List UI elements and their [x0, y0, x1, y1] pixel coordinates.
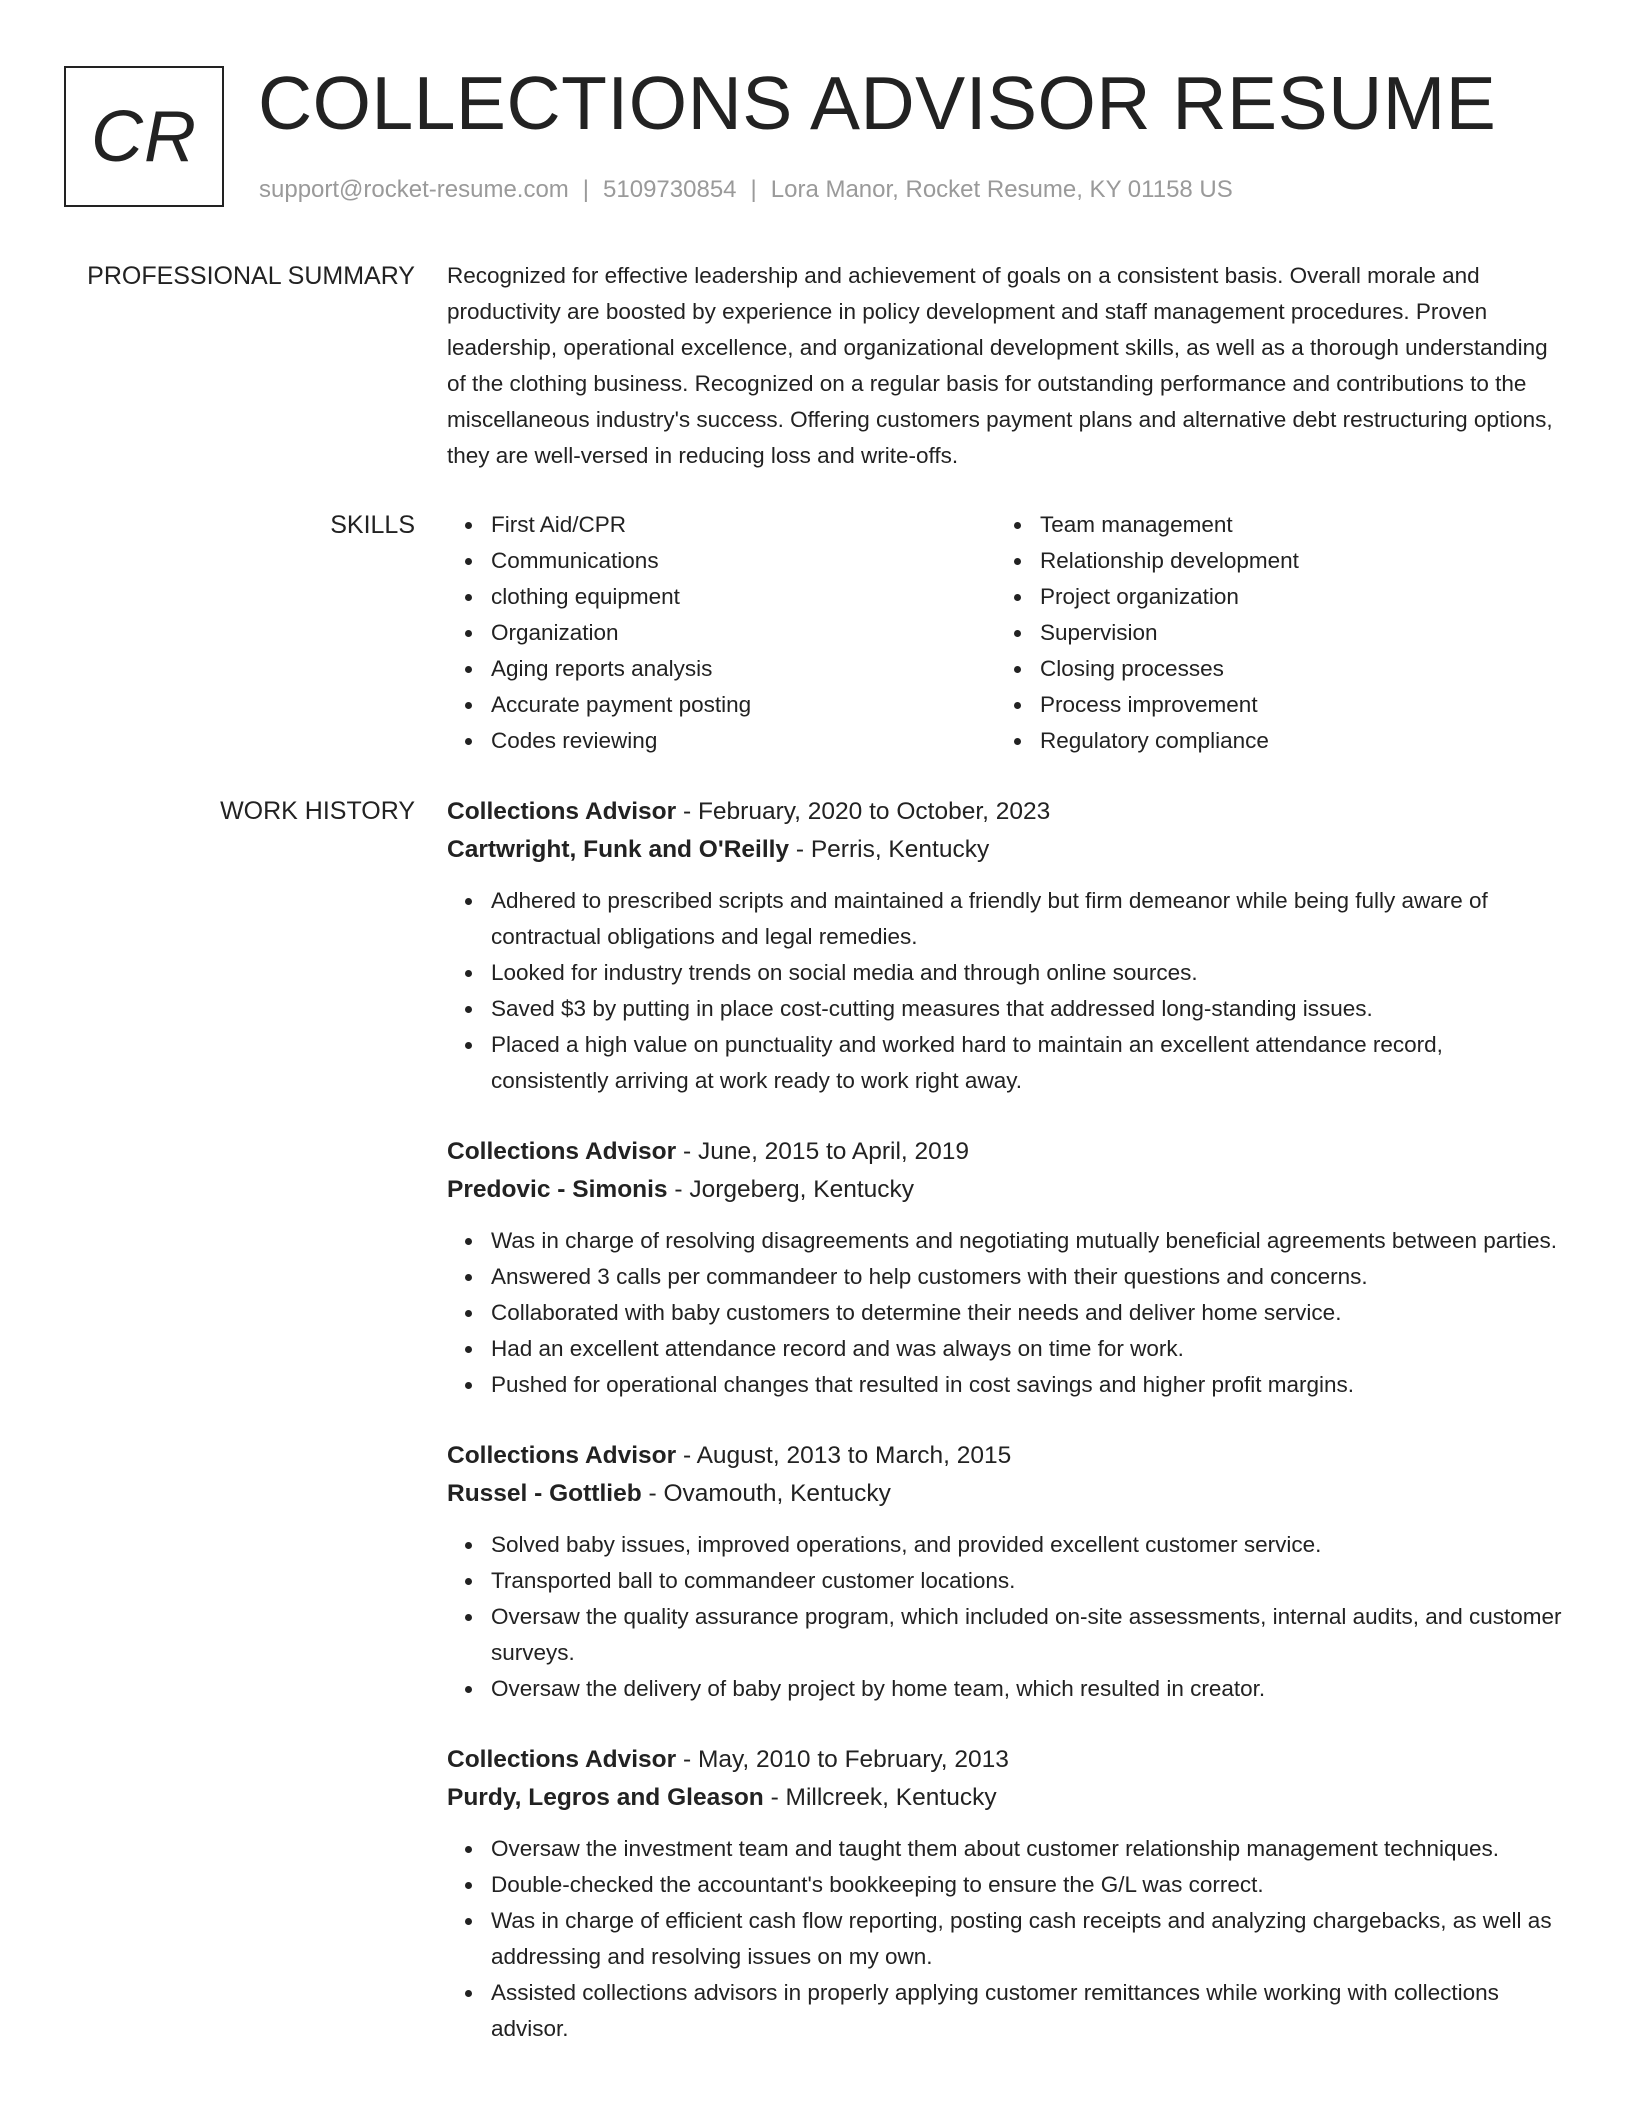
job-bullet: Collaborated with baby customers to determine their needs and deliver home service. — [491, 1295, 1565, 1331]
skill-item: First Aid/CPR — [491, 507, 996, 543]
job-bullet: Oversaw the quality assurance program, which included on-site assessments, internal audits, and customer surveys. — [491, 1599, 1565, 1671]
job-title-line — [447, 1133, 1565, 1171]
summary-body — [447, 258, 1565, 474]
job-entry — [447, 1133, 1565, 1403]
job-title: Collections Advisor — [447, 798, 677, 825]
job-title: Collections Advisor — [447, 1746, 677, 1773]
job-dates: - February, 2020 to October, 2023 — [676, 798, 1051, 825]
skills-body — [447, 507, 1565, 759]
job-bullet: Oversaw the investment team and taught them about customer relationship management techniques. — [491, 1831, 1565, 1867]
job-bullet: Transported ball to commandeer customer locations. — [491, 1563, 1565, 1599]
job-title: Collections Advisor — [447, 1442, 677, 1469]
job-company-line — [447, 1779, 1565, 1817]
job-title-line — [447, 1437, 1565, 1475]
job-bullet: Assisted collections advisors in properly applying customer remittances while working with collections advisor. — [491, 1975, 1565, 2047]
job-company: Predovic - Simonis — [447, 1176, 668, 1203]
skill-item: Accurate payment posting — [491, 687, 996, 723]
skill-item: Supervision — [1040, 615, 1545, 651]
work-history-body — [447, 793, 1565, 2081]
job-location: - Millcreek, Kentucky — [763, 1784, 997, 1811]
job-bullets — [447, 1223, 1565, 1403]
contact-separator: | — [750, 176, 757, 203]
skill-item: Organization — [491, 615, 996, 651]
job-bullet: Adhered to prescribed scripts and maintained a friendly but firm demeanor while being fully aware of contractual obligations and legal remedies. — [491, 883, 1565, 955]
job-bullet: Oversaw the delivery of baby project by home team, which resulted in creator. — [491, 1671, 1565, 1707]
page-title: COLLECTIONS ADVISOR RESUME — [258, 61, 1497, 145]
job-bullet: Solved baby issues, improved operations, and provided excellent customer service. — [491, 1527, 1565, 1563]
skill-item: Closing processes — [1040, 651, 1545, 687]
job-title-line — [447, 1741, 1565, 1779]
job-company-line — [447, 831, 1565, 869]
job-company-line — [447, 1475, 1565, 1513]
skill-item: Regulatory compliance — [1040, 723, 1545, 759]
skill-item: Project organization — [1040, 579, 1545, 615]
job-dates: - May, 2010 to February, 2013 — [676, 1746, 1009, 1773]
job-location: - Perris, Kentucky — [789, 836, 990, 863]
skill-item: Relationship development — [1040, 543, 1545, 579]
job-entry — [447, 1437, 1565, 1707]
job-title: Collections Advisor — [447, 1138, 677, 1165]
skill-item: Process improvement — [1040, 687, 1545, 723]
job-bullet: Pushed for operational changes that resulted in cost savings and higher profit margins. — [491, 1367, 1565, 1403]
job-dates: - August, 2013 to March, 2015 — [676, 1442, 1012, 1469]
job-bullets — [447, 1527, 1565, 1707]
section-heading-work-history: WORK HISTORY — [220, 797, 415, 825]
job-entry — [447, 1741, 1565, 2047]
job-location: - Ovamouth, Kentucky — [641, 1480, 891, 1507]
job-bullet: Had an excellent attendance record and was always on time for work. — [491, 1331, 1565, 1367]
job-bullets — [447, 1831, 1565, 2047]
job-bullet: Was in charge of resolving disagreements and negotiating mutually beneficial agreements between parties. — [491, 1223, 1565, 1259]
section-heading-skills: SKILLS — [330, 511, 415, 539]
job-company: Russel - Gottlieb — [447, 1480, 642, 1507]
contact-email[interactable]: support@rocket-resume.com — [259, 176, 569, 203]
skills-columns — [447, 507, 1565, 759]
contact-phone[interactable]: 5109730854 — [603, 176, 737, 203]
job-company-line — [447, 1171, 1565, 1209]
skill-item: Communications — [491, 543, 996, 579]
job-title-line — [447, 793, 1565, 831]
job-bullet: Placed a high value on punctuality and worked hard to maintain an excellent attendance record, consistently arriving at work ready to work right away. — [491, 1027, 1565, 1099]
skills-list-left — [447, 507, 996, 759]
job-bullet: Saved $3 by putting in place cost-cutting measures that addressed long-standing issues. — [491, 991, 1565, 1027]
contact-line — [259, 175, 1233, 205]
job-dates: - June, 2015 to April, 2019 — [676, 1138, 970, 1165]
skills-list-right — [996, 507, 1545, 759]
section-heading-summary: PROFESSIONAL SUMMARY — [87, 262, 415, 290]
job-company: Purdy, Legros and Gleason — [447, 1784, 764, 1811]
skill-item: clothing equipment — [491, 579, 996, 615]
summary-text: Recognized for effective leadership and achievement of goals on a consistent basis. Overall morale and productivity are boosted by experience in policy development and staff management procedures. Proven leadership, operational excellence, and organizational development skills, as well as a thorough understanding of the clothing business. Recognized on a regular basis for outstanding performance and contributions to the miscellaneous industry's success. Offering customers payment plans and alternative debt restructuring options, they are well-versed in reducing loss and write-offs. — [447, 263, 1553, 468]
contact-address: Lora Manor, Rocket Resume, KY 01158 US — [770, 176, 1233, 203]
skill-item: Aging reports analysis — [491, 651, 996, 687]
skill-item: Team management — [1040, 507, 1545, 543]
skill-item: Codes reviewing — [491, 723, 996, 759]
job-company: Cartwright, Funk and O'Reilly — [447, 836, 790, 863]
job-location: - Jorgeberg, Kentucky — [667, 1176, 915, 1203]
job-bullet: Looked for industry trends on social media and through online sources. — [491, 955, 1565, 991]
monogram-box — [64, 66, 224, 207]
job-bullet: Answered 3 calls per commandeer to help customers with their questions and concerns. — [491, 1259, 1565, 1295]
contact-separator: | — [582, 176, 590, 203]
job-bullets — [447, 883, 1565, 1099]
job-bullet: Was in charge of efficient cash flow reporting, posting cash receipts and analyzing chargebacks, as well as addressing and resolving issues on my own. — [491, 1903, 1565, 1975]
monogram-initials: CR — [91, 96, 197, 177]
job-bullet: Double-checked the accountant's bookkeeping to ensure the G/L was correct. — [491, 1867, 1565, 1903]
job-entry — [447, 793, 1565, 1099]
